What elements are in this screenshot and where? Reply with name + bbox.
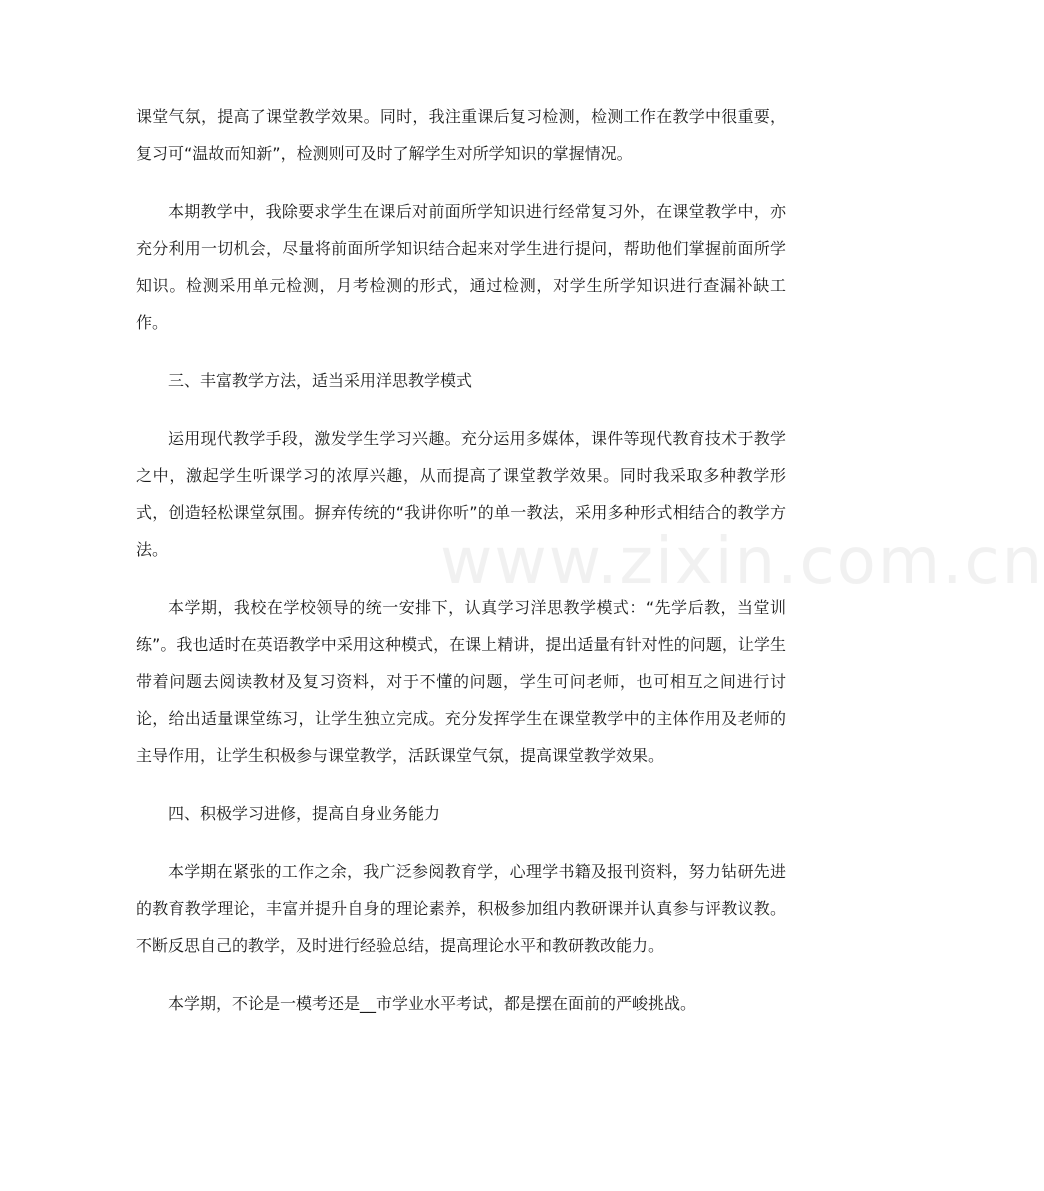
watermark: www.zixin.com.cn xyxy=(440,525,1044,599)
section-heading-3: 三、丰富教学方法，适当采用洋思教学模式 xyxy=(168,371,473,390)
paragraph-7: 本学期在紧张的工作之余，我广泛参阅教育学，心理学书籍及报刊资料，努力钻研先进的教育教学理论，丰富并提升自身的理论素养，积极参加组内教研课并认真参与评教议教。不断反思自己的教学，及时进行经验总结，提高理论水平和教研教改能力。 xyxy=(136,862,786,955)
paragraph-1: 课堂气氛，提高了课堂教学效果。同时，我注重课后复习检测，检测工作在教学中很重要，复习可“温故而知新”，检测则可及时了解学生对所学知识的掌握情况。 xyxy=(136,107,786,163)
section-heading-4: 四、积极学习进修，提高自身业务能力 xyxy=(168,804,441,823)
paragraph-5: 本学期，我校在学校领导的统一安排下，认真学习洋思教学模式：“先学后教，当堂训练”。我也适时在英语教学中采用这种模式，在课上精讲，提出适量有针对性的问题，让学生带着问题去阅读教材及复习资料，对于不懂的问题，学生可问老师，也可相互之间进行讨论，给出适量课堂练习，让学生独立完成。充分发挥学生在课堂教学中的主体作用及老师的主导作用，让学生积极参与课堂教学，活跃课堂气氛，提高课堂教学效果。 xyxy=(136,598,786,765)
paragraph-4: 运用现代教学手段，激发学生学习兴趣。充分运用多媒体，课件等现代教育技术于教学之中，激起学生听课学习的浓厚兴趣，从而提高了课堂教学效果。同时我采取多种教学形式，创造轻松课堂氛围。摒弃传统的“我讲你听”的单一教法，采用多种形式相结合的教学方法。 xyxy=(136,429,786,559)
paragraph-2: 本期教学中，我除要求学生在课后对前面所学知识进行经常复习外，在课堂教学中，亦充分利用一切机会，尽量将前面所学知识结合起来对学生进行提问，帮助他们掌握前面所学知识。检测采用单元检测，月考检测的形式，通过检测，对学生所学知识进行查漏补缺工作。 xyxy=(136,202,786,332)
document-body xyxy=(136,98,786,1022)
paragraph-8: 本学期，不论是一模考还是__市学业水平考试，都是摆在面前的严峻挑战。 xyxy=(168,994,697,1013)
